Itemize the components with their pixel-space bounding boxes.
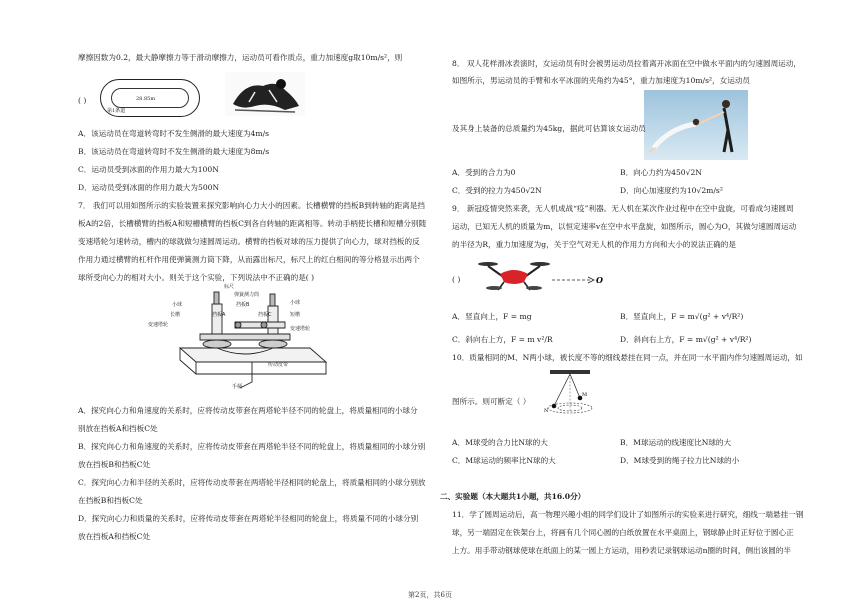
figure-skaters-photo [644,90,748,160]
q9-line-2: 运动，已知无人机的质量为m，以恒定速率v在空中水平盘旋，如图所示，圆心为O，其做匀速圆周运动 [452,222,797,231]
q8-option-d: D．向心加速度约为10√2m/s² [620,186,723,195]
q7-line-3: 变速塔轮匀速转动，槽内的球就做匀速圆周运动。横臂的挡板对球的压力提供了向心力，球对挡板的反 [78,237,420,246]
q9-line-1: 9． 新冠疫情突然来袭，无人机成战“疫”利器。无人机在某次作业过程中在空中盘旋，可看成匀速圆周 [452,204,794,213]
q7-line-4: 作用力通过横臂的杠杆作用使弹簧测力筒下降，从而露出标尺，标尺上的红白相间的等分格显示出两个 [78,255,420,264]
q10-option-a: A．M球受的合力比N球的大 [452,438,548,447]
drone-diagram [474,256,624,300]
q10-option-b: B．M球运动的线速度比N球的大 [620,438,732,447]
q10-option-c: C．M球运动的频率比N球的大 [452,456,556,465]
label-baffle-a: 挡板A [212,312,226,318]
q6-bracket: ( ) [78,96,87,105]
label-tower-wheel-right: 变速塔轮 [290,326,311,332]
track-lane-label: 第1条道 [107,108,126,114]
q8-line-3: 及其身上装备的总质量约为45kg，据此可估算该女运动员 [452,124,646,133]
q11-line-1: 11．学了圆周运动后，高一物理兴趣小组的同学们设计了如图所示的实验来进行研究，细线一端悬挂一钢 [452,510,804,519]
q9-option-a: A．竖直向上，F = mg [452,312,532,321]
q7-option-d-line-1: D．探究向心力和质量的关系时，应将传动皮带套在两塔轮半径相同的轮盘上，将质量不同的小球分别 [78,514,419,523]
q7-option-b-line-1: B．探究向心力和角速度的关系时，应将传动皮带套在两塔轮半径不同的轮盘上，将质量相同的小球分别 [78,442,426,451]
q6-option-c: C．运动员受到冰面的作用力最大为100N [78,165,219,174]
label-ball-left: 小球 [172,302,183,308]
q6-option-b: B．该运动员在弯道转弯时不发生侧滑的最大速度为8m/s [78,147,270,156]
label-ball-right: 小球 [290,300,301,306]
q11-line-3: 上方。用手带动钢球使球在纸面上的某一圆上方运动，用秒表记录钢球运动n圈的时间，侧出该圆的半 [452,546,792,555]
conical-pendulum-diagram [540,368,600,422]
q8-option-a: A．受到的合力为0 [452,168,516,177]
q8-option-c: C．受到的拉力为450√2N [452,186,542,195]
q10-line-1: 10．质量相同的M、N两小球，被长度不等的细线悬挂在同一点，并在同一水平面内作匀速圆周运动，如 [452,353,803,362]
q8-line-1: 8． 双人花样滑冰表演时，女运动员有时会被男运动员拉着离开冰面在空中做水平面内的匀速圆周运动， [452,59,801,68]
label-spring-tube: 弹簧测力筒 [234,292,260,298]
label-long-slot: 长槽 [170,312,181,318]
q7-option-c-line-1: C．探究向心力和半径的关系时，应将传动皮带套在两塔轮半径相同的轮盘上，将质量相同的小球分别放 [78,478,426,487]
q7-option-a-line-1: A．探究向心力和角速度的关系时，应将传动皮带套在两塔轮半径不同的轮盘上，将质量相同的小球分 [78,406,418,415]
q7-option-c-line-2: 在挡板B和挡板C处 [78,496,143,505]
q9-option-d: D．斜向右上方，F = m√(g² + v⁴/R²) [620,335,752,344]
label-baffle-c: 挡板C [258,312,272,318]
q7-line-5: 球所受向心力的相对大小。则关于这个实验，下列说法中不正确的是( ) [78,273,315,282]
q8-line-2: 如图所示，男运动员的手臂和水平冰面的夹角约为45°，重力加速度为10m/s²，女运动员 [452,76,751,85]
q9-bracket: ( ) [452,275,461,284]
q10-option-d: D．M球受到的绳子拉力比N球的小 [620,456,740,465]
q7-option-b-line-2: 放在挡板B和挡板C处 [78,460,151,469]
ball-m-label: M [582,392,588,398]
label-short-slot: 短槽 [290,312,301,318]
q6-option-d: D．运动员受到冰面的作用力最大为500N [78,183,220,192]
speed-skater-photo [225,72,305,116]
q11-line-2: 球，另一端固定在铁架台上，将画有几个同心圆的白纸放置在水平桌面上，钢球静止时正好位于圆心正 [452,528,794,537]
centripetal-apparatus-diagram [140,282,340,392]
drone-center-label: O [596,275,603,285]
label-belt: 传动皮带 [268,362,289,368]
q7-option-d-line-2: 放在挡板A和挡板C处 [78,532,151,541]
track-diagram [100,79,200,117]
track-length-label: 28.85m [136,96,156,102]
ball-n-label: N [544,408,549,414]
q7-line-2: 板A的2倍，长槽横臂的挡板A和短槽横臂的挡板C到各自转轴的距离相等。转动手柄使长槽和短槽分别随 [78,219,427,228]
label-baffle-b: 挡板B [236,302,250,308]
q9-option-b: B．竖直向上，F = m√(g² + v⁴/R²) [620,312,744,321]
q8-option-b: B．向心力约为450√2N [620,168,702,177]
section-title: 二、实验题（本大题共1小题，共16.0分） [440,492,586,501]
q10-line-2: 图所示。则可断定（ ） [452,397,531,406]
label-ruler: 标尺 [224,284,235,290]
label-tower-wheel-left: 变速塔轮 [148,322,169,328]
q9-option-c: C．斜向右上方，F = m v²/R [452,335,553,344]
q6-option-a: A．该运动员在弯道转弯时不发生侧滑的最大速度为4m/s [78,129,270,138]
label-handle: 手柄 [232,384,243,390]
q7-line-1: 7． 我们可以用如图所示的实验装置来探究影响向心力大小的因素。长槽横臂的挡板B到转轴的距离是挡 [78,201,425,210]
q7-option-a-line-2: 别放在挡板A和挡板C处 [78,424,158,433]
q9-line-3: 的半径为R，重力加速度为g，关于空气对无人机的作用力方向和大小的说法正确的是 [452,240,736,249]
page-footer: 第2页，共6页 [408,591,452,599]
q6-intro-line: 摩擦因数为0.2，最大静摩擦力等于滑动摩擦力，运动员可看作质点，重力加速度g取10m/s²，则 [78,53,403,62]
